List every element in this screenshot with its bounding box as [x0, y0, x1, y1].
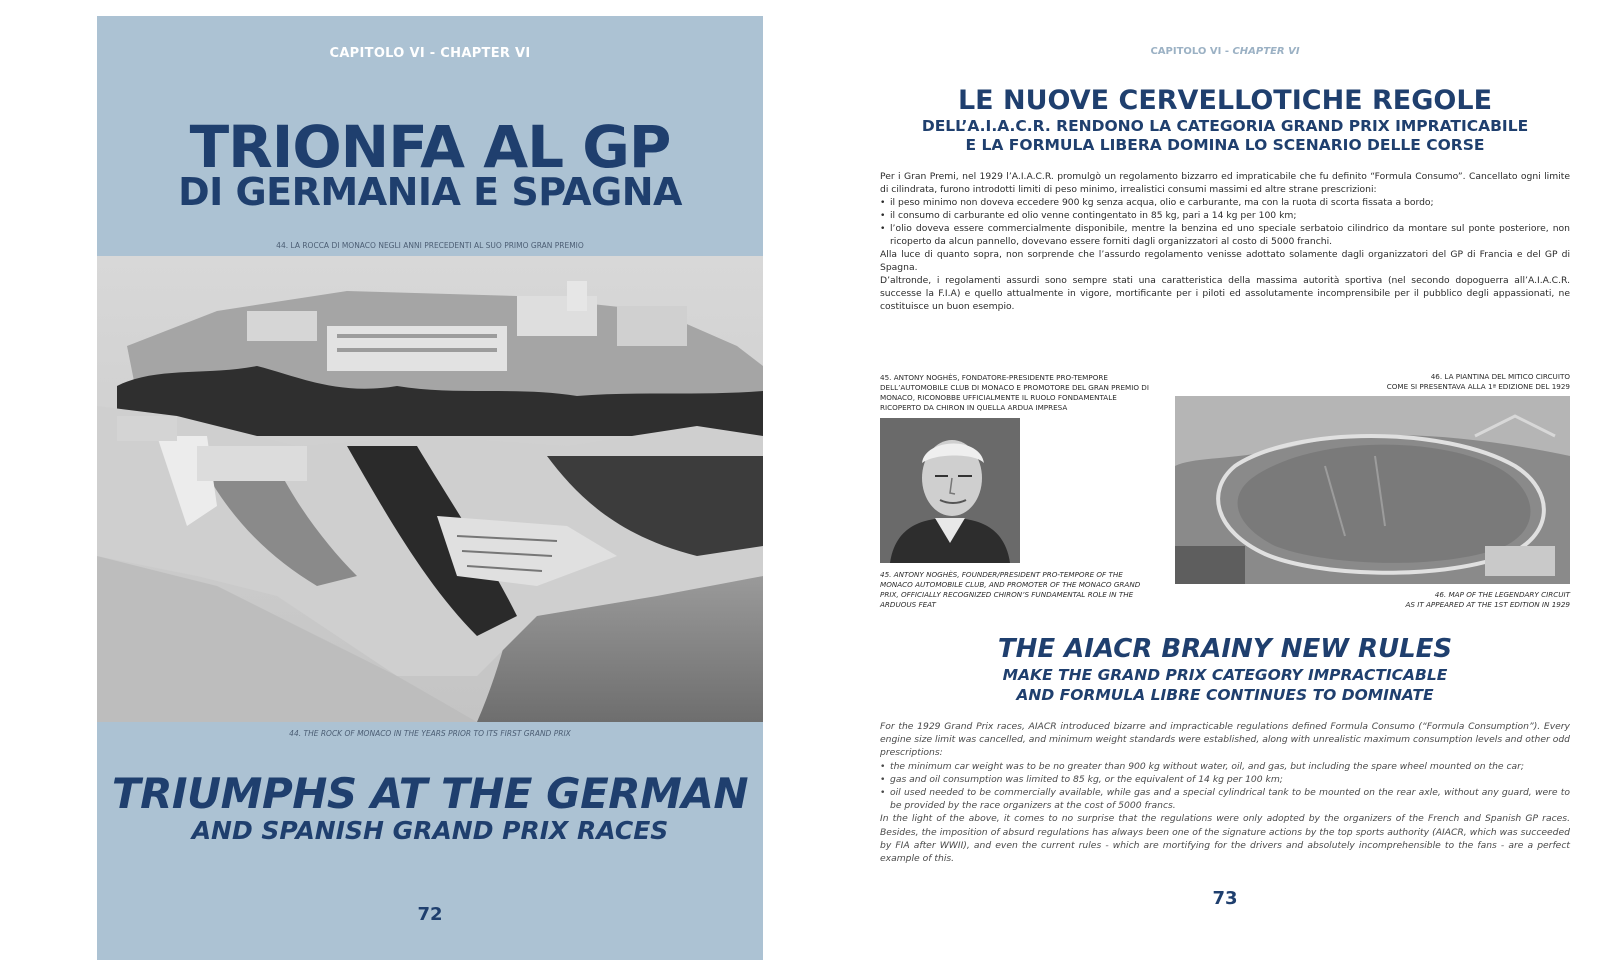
english-body-text: [880, 720, 1570, 865]
circuit-caption-it-line1: 46. LA PIANTINA DEL MITICO CIRCUITO: [1430, 372, 1570, 381]
italian-subtitle-line1: DELL’A.I.A.C.R. RENDONO LA CATEGORIA GRAND PRIX IMPRATICABILE: [921, 117, 1529, 135]
photo-caption-english: 44. THE ROCK OF MONACO IN THE YEARS PRIOR TO ITS FIRST GRAND PRIX: [289, 729, 571, 738]
italian-rules-list: [880, 196, 1570, 248]
chapter-heading: [880, 46, 1570, 57]
english-section-title: THE AIACR BRAINY NEW RULES: [997, 634, 1453, 664]
page-number: 73: [1212, 888, 1238, 909]
english-subtitle-line2: AND FORMULA LIBRE CONTINUES TO DOMINATE: [1016, 685, 1434, 704]
italian-title-line2: DI GERMANIA E SPAGNA: [178, 170, 682, 214]
english-title-line1: TRIUMPHS AT THE GERMAN: [111, 769, 749, 818]
english-title-line2: AND SPANISH GRAND PRIX RACES: [191, 816, 669, 845]
list-item: • the minimum car weight was to be no greater than 900 kg without water, oil, and gas, but including the spare wheel mounted on the car;: [890, 760, 1570, 773]
circuit-caption-en-line1: 46. MAP OF THE LEGENDARY CIRCUIT: [1434, 590, 1570, 599]
italian-title-line1: TRIONFA AL GP: [189, 113, 671, 181]
italian-section-title: LE NUOVE CERVELLOTICHE REGOLE: [957, 85, 1493, 116]
italian-section-subtitle: [880, 117, 1570, 155]
circuit-map-photo: [1175, 396, 1570, 584]
circuit-caption-en-line2: AS IT APPEARED AT THE 1ST EDITION IN 1929: [1405, 600, 1570, 609]
english-subtitle-line1: MAKE THE GRAND PRIX CATEGORY IMPRACTICABLE: [1002, 666, 1448, 684]
italian-subtitle-line2: E LA FORMULA LIBERA DOMINA LO SCENARIO DELLE CORSE: [965, 136, 1485, 154]
italian-paragraph: Alla luce di quanto sopra, non sorprende che l’assurdo regolamento venisse adottato solamente dagli organizzatori del GP di Francia e del GP di Spagna.: [880, 249, 1570, 273]
italian-paragraph: D’altronde, i regolamenti assurdi sono sempre stati una caratteristica della massima autorità sportiva (nel secondo dopoguerra all’A.I.A.C.R. successe la F.I.A) e quello attualmente in vigore, mortificante per i piloti ed assolutamente incomprensibile per il pubblico degli appassionati, ne costituisce un buon esempio.: [880, 275, 1570, 312]
english-rules-list: [880, 760, 1570, 813]
english-intro-paragraph: For the 1929 Grand Prix races, AIACR introduced bizarre and impracticable regulations defined Formula Consumo (“Formula Consumption”). Every engine size limit was cancelled, and minimum weight standards were established, along with unrealistic maximum consumption levels and other odd prescriptions:: [880, 721, 1570, 759]
left-page: [97, 16, 763, 960]
circuit-map-caption-italian: [1224, 372, 1570, 392]
circuit-map-caption-english: [1224, 590, 1570, 610]
chapter-heading-english: CHAPTER VI: [1232, 46, 1300, 57]
list-item: • il peso minimo non doveva eccedere 900 kg senza acqua, olio e carburante, ma con la ruota di scorta fissata a bordo;: [890, 196, 1570, 209]
monaco-rock-photo: [97, 256, 763, 722]
noghes-portrait-photo: [880, 418, 1020, 563]
right-page: [880, 0, 1570, 960]
chapter-heading-italian: CAPITOLO VI -: [1150, 46, 1233, 57]
photo-caption-italian: 44. LA ROCCA DI MONACO NEGLI ANNI PRECEDENTI AL SUO PRIMO GRAN PREMIO: [276, 241, 584, 250]
chapter-heading: CAPITOLO VI - CHAPTER VI: [329, 46, 531, 61]
italian-body-text: [880, 170, 1570, 313]
english-section-subtitle: [880, 666, 1570, 705]
noghes-caption-english: 45. ANTONY NOGHÈS, FOUNDER/PRESIDENT PRO-TEMPORE OF THE MONACO AUTOMOBILE CLUB, AND PROMOTER OF THE MONACO GRAND PRIX, OFFICIALLY RECOGNIZED CHIRON’S FUNDAMENTAL ROLE IN THE ARDUOUS FEAT: [880, 570, 1141, 609]
noghes-caption-italian: 45. ANTONY NOGHÈS, FONDATORE-PRESIDENTE PRO-TEMPORE DELL’AUTOMOBILE CLUB DI MONACO E PROMOTORE DEL GRAN PREMIO DI MONACO, RICONOBBE UFFICIALMENTE IL RUOLO FONDAMENTALE RICOPERTO DA CHIRON IN QUELLA ARDUA IMPRESA: [880, 373, 1149, 412]
english-paragraph: In the light of the above, it comes to no surprise that the regulations were only adopted by the organizers of the French and Spanish GP races. Besides, the imposition of absurd regulations has always been one of the signature actions by the top sports authority (AIACR, which was succeeded by FIA after WWII), and even the current rules - which are mortifying for the drivers and absolutely incomprehensible to the fans - are a perfect example of this.: [880, 813, 1570, 865]
page-number: 72: [417, 904, 443, 925]
list-item: • oil used needed to be commercially available, while gas and a special cylindrical tank to be mounted on the rear axle, without any guard, were to be provided by the race organizers at the cost of 5000 francs.: [890, 786, 1570, 812]
list-item: • gas and oil consumption was limited to 85 kg, or the equivalent of 14 kg per 100 km;: [890, 773, 1570, 786]
italian-intro-paragraph: Per i Gran Premi, nel 1929 l’A.I.A.C.R. promulgò un regolamento bizzarro ed impraticabile che fu definito “Formula Consumo”. Cancellato ogni limite di cilindrata, furono introdotti limiti di peso minimo, irrealistici consumi massimi ed altre strane prescrizioni:: [880, 171, 1570, 195]
circuit-caption-it-line2: COME SI PRESENTAVA ALLA 1ª EDIZIONE DEL 1929: [1386, 382, 1570, 391]
list-item: • l’olio doveva essere commercialmente disponibile, mentre la benzina ed uno speciale serbatoio cilindrico da montare sul ponte posteriore, non ricoperto da alcun pannello, dovevano essere forniti dagli organizzatori al costo di 5000 franchi.: [890, 222, 1570, 248]
list-item: • il consumo di carburante ed olio venne contingentato in 85 kg, pari a 14 kg per 100 km;: [890, 209, 1570, 222]
